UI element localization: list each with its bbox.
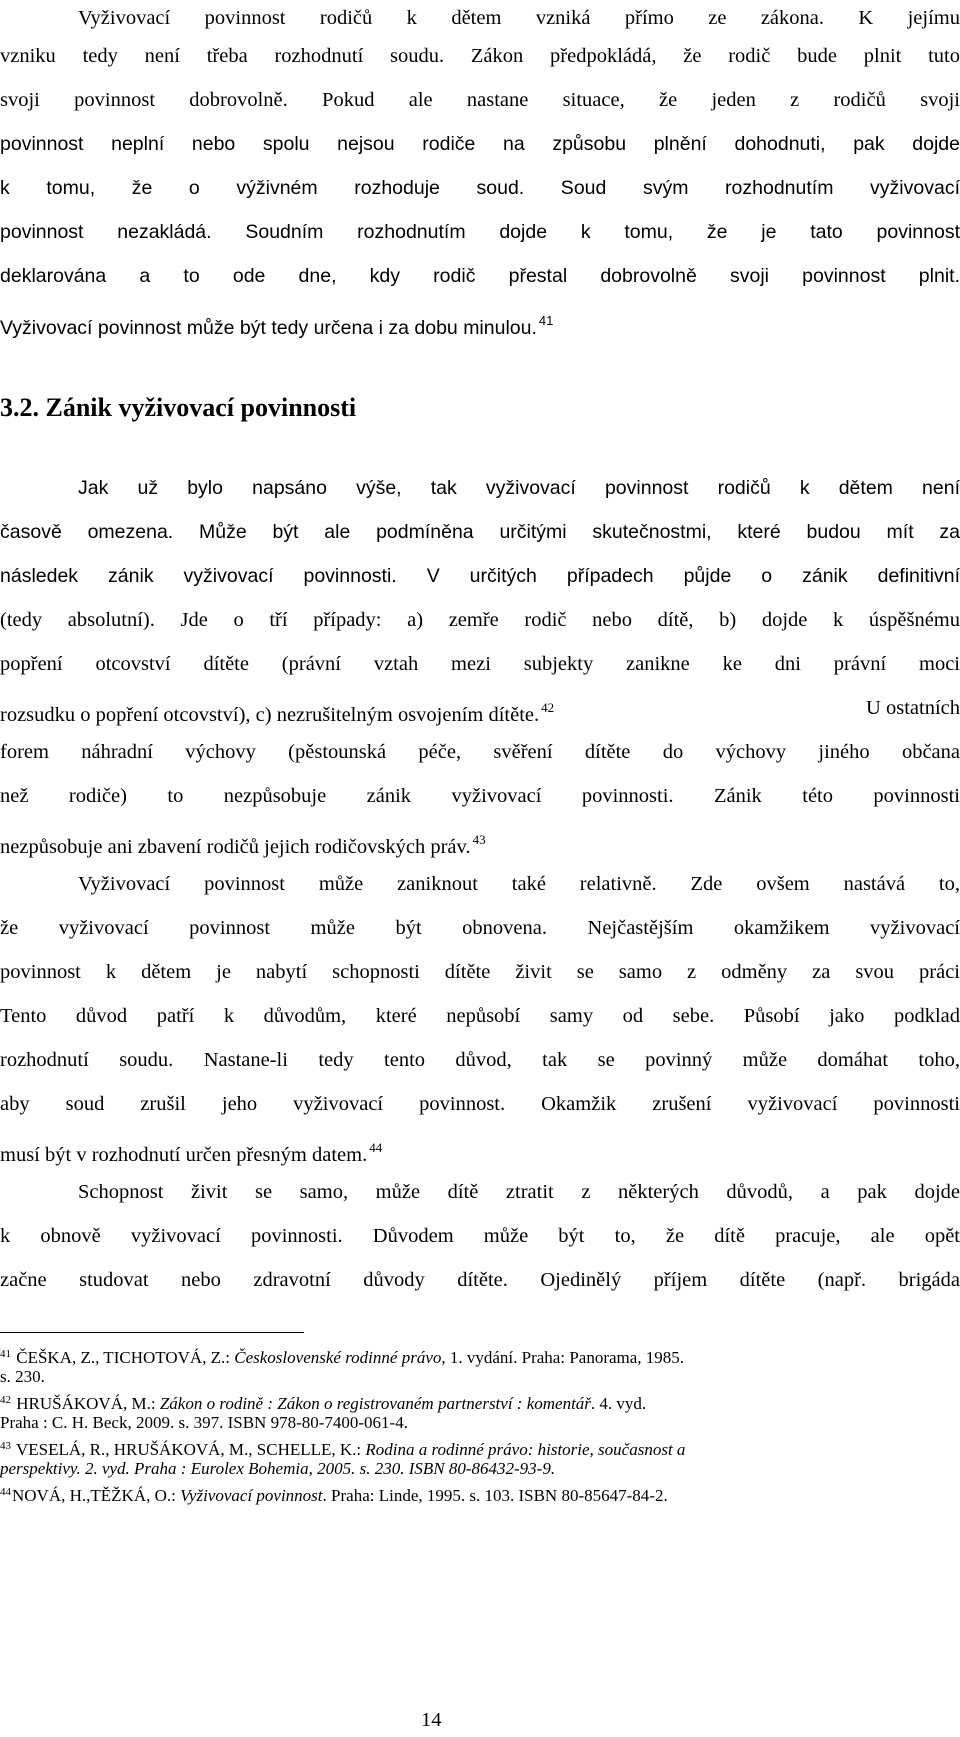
footnote-publication: , 1. vydání. Praha: Panorama, 1985. [441,1348,685,1367]
footnote-author: VESELÁ, R., HRUŠÁKOVÁ, M., SCHELLE, K.: [15,1440,366,1459]
footnote-44 [0,1481,668,1507]
text-line: povinnost nezakládá. Soudním rozhodnutím dojde k tomu, že je tato povinnost [0,221,960,243]
text-line: Vyživovací povinnost může zaniknout také relativně. Zde ovšem nastává to, [78,873,960,895]
page-number: 14 [421,1709,442,1731]
text-line: Tento důvod patří k důvodům, které nepůsobí samy od sebe. Působí jako podklad [0,1005,960,1027]
text-line: vzniku tedy není třeba rozhodnutí soudu. Zákon předpokládá, že rodič bude plnit tuto [0,45,960,67]
footnote-author: ČEŠKA, Z., TICHOTOVÁ, Z.: [16,1348,235,1367]
footnote-number: 44 [0,1486,11,1498]
footnote-title: Československé rodinné právo [234,1348,442,1367]
footnote-title: Vyživovací povinnost [180,1486,323,1505]
text-line: rozhodnutí soudu. Nastane-li tedy tento důvod, tak se povinný může domáhat toho, [0,1049,960,1071]
text-line: popření otcovství dítěte (právní vztah mezi subjekty zanikne ke dni právní moci [0,653,960,675]
text-line: forem náhradní výchovy (pěstounská péče, svěření dítěte do výchovy jiného občana [0,741,960,763]
text-line: deklarována a to ode dne, kdy rodič přestal dobrovolně svoji povinnost plnit. [0,265,960,287]
text-line: k tomu, že o výživném rozhoduje soud. Soud svým rozhodnutím vyživovací [0,177,960,199]
footnote-42-cont: Praha : C. H. Beck, 2009. s. 397. ISBN 978-80-7400-061-4. [0,1413,408,1432]
text-line: Schopnost živit se samo, může dítě ztratit z některých důvodů, a pak dojde [78,1181,960,1203]
text-line-content: rozsudku o popření otcovství), c) nezrušitelným osvojením dítěte. [0,704,540,726]
text-line-content: nezpůsobuje ani zbavení rodičů jejich rodičovských práv. [0,836,471,858]
footnote-title: Rodina a rodinné právo: historie, současnost a [365,1440,686,1459]
text-line: následek zánik vyživovací povinnosti. V určitých případech půjde o zánik definitivní [0,565,960,587]
text-line: Jak už bylo napsáno výše, tak vyživovací povinnost rodičů k dětem není [78,477,960,499]
footnote-41-cont: s. 230. [0,1367,45,1386]
text-line: k obnově vyživovací povinnosti. Důvodem může být to, že dítě pracuje, ale opět [0,1225,960,1247]
footnote-number: 41 [0,1348,11,1360]
footnote-number: 42 [0,1394,11,1406]
footnote-ref[interactable]: 43 [472,832,486,847]
footnote-43-cont [0,1458,555,1480]
text-line: povinnost neplní nebo spolu nejsou rodiče na způsobu plnění dohodnuti, pak dojde [0,133,960,155]
footnote-ref[interactable]: 41 [538,313,554,328]
footnote-ref[interactable]: 42 [541,700,555,715]
footnote-author: NOVÁ, H.,TĚŽKÁ, O.: [12,1486,181,1505]
footnote-publication: . 4. vyd. [590,1394,647,1413]
text-line [0,303,553,339]
text-line [0,822,486,858]
footnote-ref[interactable]: 44 [369,1140,383,1155]
text-line: svoji povinnost dobrovolně. Pokud ale nastane situace, že jeden z rodičů svoji [0,89,960,111]
text-line-content: musí být v rozhodnutí určen přesným datem. [0,1144,368,1166]
footnote-title-cont: perspektivy. 2. vyd. Praha : Eurolex Bohemia, 2005. s. 230. ISBN 80-86432-93-9. [0,1459,556,1478]
text-line [0,1130,382,1166]
footnote-41 [0,1343,684,1369]
text-line: že vyživovací povinnost může být obnovena. Nejčastějším okamžikem vyživovací [0,917,960,939]
text-line: Vyživovací povinnost rodičů k dětem vzniká přímo ze zákona. K jejímu [78,7,960,29]
footnote-title: Zákon o rodině : Zákon o registrovaném partnerství : komentář [159,1394,591,1413]
text-line: (tedy absolutní). Jde o tří případy: a) zemře rodič nebo dítě, b) dojde k úspěšnému [0,609,960,631]
text-line-end: U ostatních [866,697,960,719]
text-line: než rodiče) to nezpůsobuje zánik vyživovací povinnosti. Zánik této povinnosti [0,785,960,807]
text-line: časově omezena. Může být ale podmíněna určitými skutečnostmi, které budou mít za [0,521,960,543]
footnote-author: HRUŠÁKOVÁ, M.: [16,1394,160,1413]
text-line [0,690,960,726]
text-line-content: Vyživovací povinnost může být tedy určena i za dobu minulou. [0,317,537,339]
footnote-number: 43 [0,1440,11,1452]
footnote-publication: . Praha: Linde, 1995. s. 103. ISBN 80-85647-84-2. [322,1486,668,1505]
section-heading: 3.2. Zánik vyživovací povinnosti [0,393,357,422]
text-line: začne studovat nebo zdravotní důvody dítěte. Ojedinělý příjem dítěte (např. brigáda [0,1269,960,1291]
text-line: povinnost k dětem je nabytí schopnosti dítěte živit se samo z odměny za svou práci [0,961,960,983]
footnote-separator [0,1332,304,1333]
text-line: aby soud zrušil jeho vyživovací povinnost. Okamžik zrušení vyživovací povinnosti [0,1093,960,1115]
